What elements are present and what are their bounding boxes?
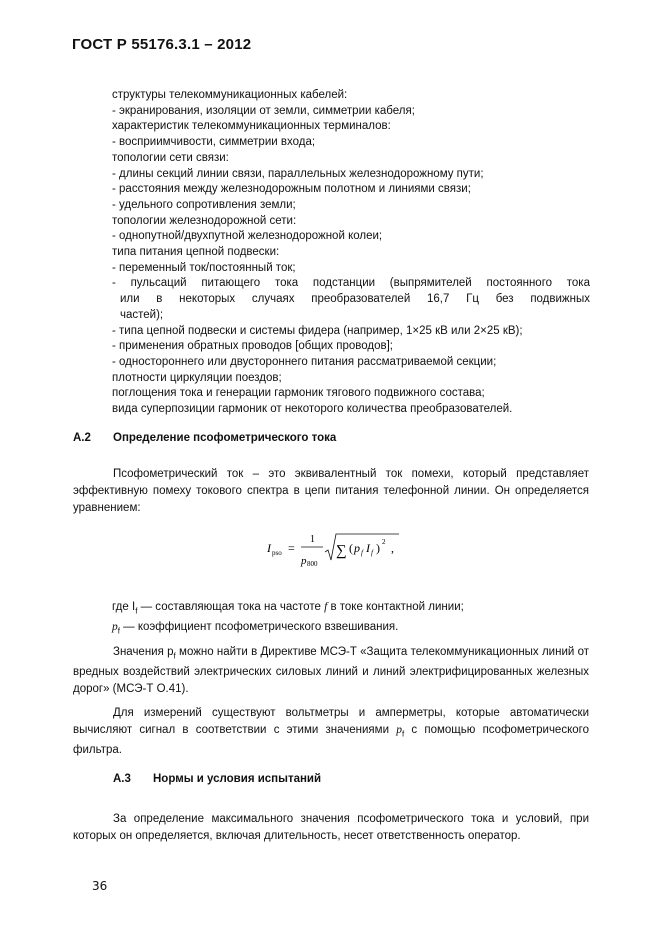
list-item: - длины секций линии связи, параллельных железнодорожному пути;: [112, 167, 484, 180]
list-item: плотности циркуляции поездов;: [112, 371, 282, 384]
formula-comma: ,: [391, 541, 394, 555]
paragraph-measurement: Для измерений существуют вольтметры и амперметры, которые автоматически вычисляют сигнал в соответствии с этими значениями $p_f$ с помощью псофометрического фильтра.: [73, 707, 589, 757]
definition-current: где $I_f$ — составляющая тока на частоте f в токе контактной линии;: [112, 601, 464, 616]
formula-equals: =: [288, 541, 295, 555]
definition-weighting: $p_f$ — коэффициент псофометрического взвешивания.: [112, 621, 399, 636]
list-item: топологии сети связи:: [112, 151, 229, 164]
section-title: Нормы и условия испытаний: [153, 773, 322, 785]
list-item: типа питания цепной подвески:: [112, 246, 280, 259]
list-item: - переменный ток/постоянный ток;: [112, 261, 296, 274]
list-item: вида суперпозиции гармоник от некоторого количества преобразователей.: [112, 403, 513, 416]
formula-p: p: [354, 541, 360, 555]
variable-definitions: [112, 599, 464, 640]
formula-numerator: 1: [310, 534, 315, 545]
list-item: характеристик телекоммуникационных терминалов:: [112, 120, 391, 133]
formula-close-paren: ): [376, 541, 380, 555]
formula-open-paren: (: [349, 541, 353, 555]
formula-denominator-sub: 800: [307, 560, 318, 568]
factor-list: [112, 88, 590, 418]
page-number: 36: [92, 879, 108, 893]
section-heading-a2: [73, 432, 336, 444]
list-item: - экранирования, изоляции от земли, симметрии кабеля;: [112, 104, 415, 117]
section-number: А.2: [73, 432, 91, 444]
formula-i-sub: f: [371, 549, 373, 557]
list-item: - применения обратных проводов [общих проводов];: [112, 340, 393, 353]
formula-lhs: I: [267, 541, 271, 555]
psophometric-formula: [265, 530, 425, 574]
formula-i: I: [366, 541, 370, 555]
paragraph-values: Значения $p_f$ можно найти в Директиве МСЭ-Т «Защита телекоммуникационных линий от вредных воздействий электрических силовых линий и линий электрифицированных железных дорог» (МСЭ-Т О.41).: [73, 646, 589, 696]
list-item: структуры телекоммуникационных кабелей:: [112, 89, 348, 101]
list-item: - одностороннего или двустороннего питания рассматриваемой секции;: [112, 355, 497, 368]
formula-p-sub: f: [361, 549, 363, 557]
formula-lhs-sub: pso: [272, 549, 282, 557]
list-item: - однопутной/двухпутной железнодорожной колеи;: [112, 230, 383, 243]
list-item: поглощения тока и генерации гармоник тягового подвижного состава;: [112, 387, 485, 400]
formula-sigma: ∑: [336, 543, 347, 559]
paragraph-definition: Псофометрический ток – это эквивалентный ток помехи, который представляет эффективную помеху токового спектра в цепи питания телефонной линии. Он определяется уравнением:: [73, 468, 589, 514]
list-item: - типа цепной подвески и системы фидера (например, 1×25 кВ или 2×25 кВ);: [112, 324, 523, 337]
formula-denominator: p: [301, 555, 307, 567]
document-header: ГОСТ Р 55176.3.1 – 2012: [72, 36, 252, 53]
section-title: Определение псофометрического тока: [113, 432, 337, 444]
section-number: А.3: [113, 773, 131, 785]
list-item-continuation: частей);: [120, 308, 164, 321]
list-item: - удельного сопротивления земли;: [112, 198, 296, 211]
list-item: - пульсаций питающего тока подстанции (выпрямителей постоянного тока: [112, 277, 590, 290]
paragraph-norms: За определение максимального значения псофометрического тока и условий, при которых он определяется, включая длительность, несет ответственность оператор.: [73, 813, 589, 842]
section-heading-a3: [113, 773, 321, 785]
list-item: - расстояния между железнодорожным полотном и линиями связи;: [112, 183, 471, 196]
list-item: топологии железнодорожной сети:: [112, 214, 297, 227]
list-item-continuation: или в некоторых случаях преобразователей 16,7 Гц без подвижных: [120, 293, 590, 306]
formula-power: 2: [382, 538, 386, 546]
list-item: - восприимчивости, симметрии входа;: [112, 136, 316, 149]
